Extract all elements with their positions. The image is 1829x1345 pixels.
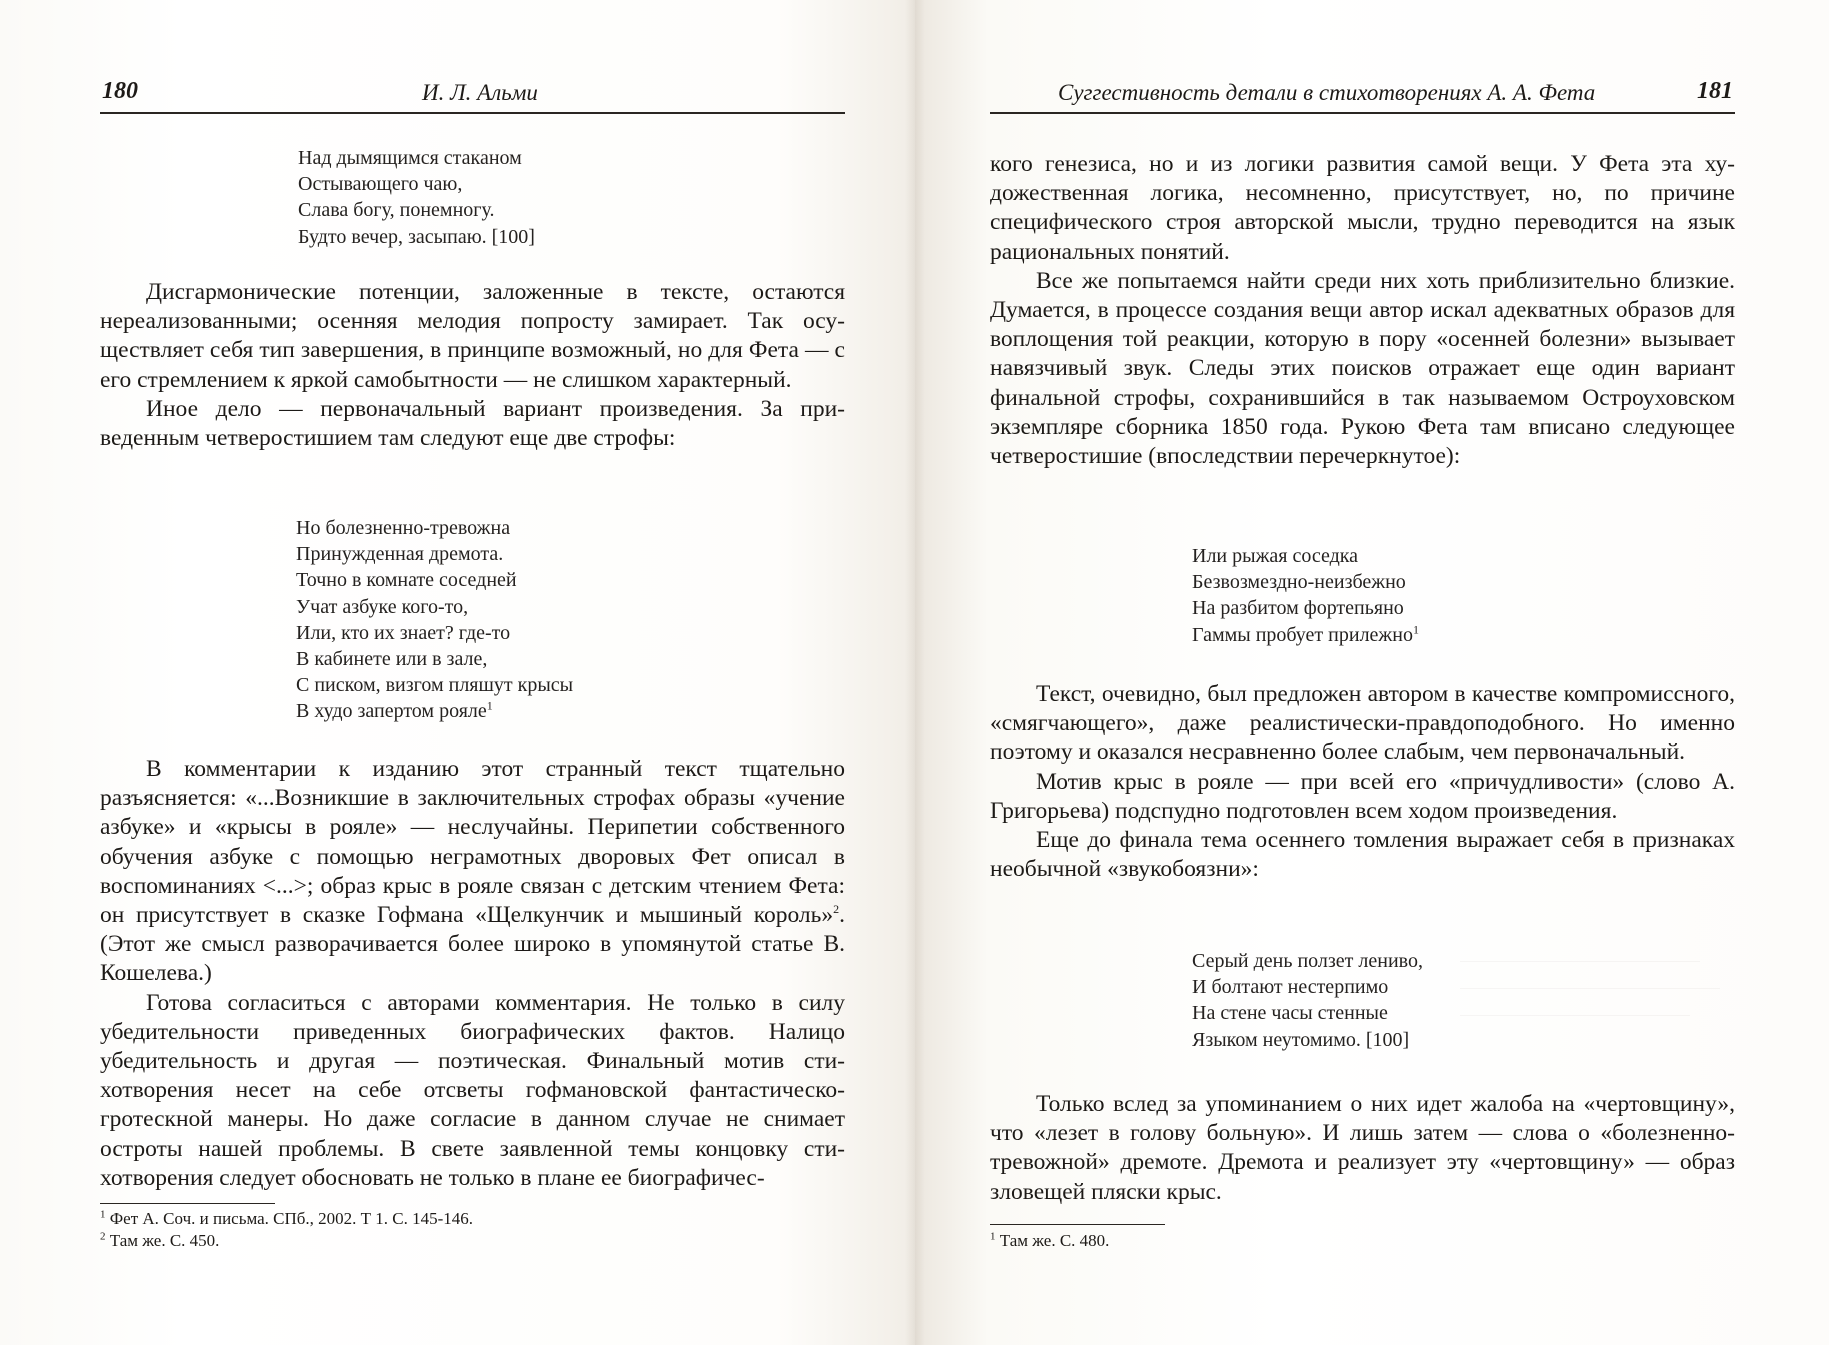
verse-line: Над дымящимся стаканом [298,147,522,169]
paragraph: кого генезиса, но и из логики развития самой вещи. У Фета эта художественная логика, несомненно, присутствует, но, по причине специфического строя авторской мысли, трудно переводится на язык рациональных понятий. [990,151,1735,265]
footnote-ref: 1 [1412,621,1419,636]
paragraph: Мотив крыс в рояле — при всей его «причудливости» (слово А. Григорьева) подспудно подготовлен всем ходом произведения. [990,768,1735,824]
verse-line: Но болезненно-тревожна [296,517,511,539]
verse-line: Будто вечер, засыпаю. [100] [298,225,535,248]
left-prose-block-2 [100,755,845,1193]
left-running-head: И. Л. Альми [422,80,538,105]
book-gutter [905,0,925,1345]
right-running-header [990,74,1735,114]
verse-line: Учат азбуке кого-то, [296,595,469,618]
verse-line [1192,622,1419,648]
right-prose-block-3 [990,1090,1735,1207]
footnote-ref: 1 [486,698,493,713]
verse-line [296,698,573,724]
footnote-ref: 2 [833,902,840,917]
paragraph: Дисгармонические потенции, заложенные в тексте, остаются нереализованными; осенняя мелодия попросту замирает. Так осуществляет себя тип завершения, в принципе возможный, но для Фета — с его стремлением к яркой самобытности — не слишком характерный. [100,279,845,393]
paragraph: Текст, очевидно, был предложен автором в качестве компромиссного, «смягчающего», даже реалистически-правдоподобного. Но именно поэтому и оказался несравненно более слабым, чем первоначальный. [990,681,1735,766]
right-footnote-rule [990,1224,1165,1225]
footnote-text: Там же. С. 480. [999,1231,1110,1250]
verse-line: Языком неутомимо. [100] [1192,1028,1410,1051]
verse-line: Слава богу, понемногу. [298,199,495,222]
left-page-number: 180 [102,78,138,104]
right-verse-2 [1192,948,1423,1053]
footnote [100,1208,473,1230]
paragraph: Иное дело — первоначальный вариант произведения. За приведенным четверостишием там следуют еще две строфы: [100,395,845,452]
verse-line: С писком, визгом пляшут крысы [296,674,574,697]
verse-line: Или, кто их знает? где-то [296,621,511,644]
left-running-header [100,74,845,114]
paragraph: Готова согласиться с авторами комментария. Не только в силу убедительности приведенных биографических фактов. Налицо убедительность и другая — поэтическая. Финальный мотив стихотворения несет на себе отсветы гофмановской фантастическо-гротескной манеры. Но даже согласие в данном случае не снимает остроты нашей проблемы. В свете заявленной темы концовку стихотворения следует обосновать не только в плане ее биографичес- [100,989,845,1191]
verse-line: Точно в комнате соседней [296,569,517,592]
verse-line: Остывающего чаю, [298,173,463,196]
paragraph: Только вслед за упоминанием о них идет жалоба на «чертовщину», что «лезет в голову больную». И лишь затем — слова о «болезненно-тревожной» дремоте. Дремота и реализует эту «чертовщину» — образ зловещей пляски крыс. [990,1091,1735,1205]
right-prose-block-1 [990,150,1735,471]
right-running-head: Суггестивность детали в стихотворениях А. А. Фета [1058,80,1596,105]
verse-line: На стене часы стенные [1192,1002,1388,1025]
footnote-text: Там же. С. 450. [109,1231,220,1250]
verse-line-text: В худо запертом рояле [296,700,487,723]
verse-line: Или рыжая соседка [1192,545,1359,567]
left-footnotes [100,1208,473,1252]
left-verse-2 [296,515,573,725]
verse-line: В кабинете или в зале, [296,648,488,671]
footnote [100,1230,473,1252]
right-verse-1 [1192,543,1419,648]
right-footnotes [990,1230,1109,1252]
verse-line: И болтают нестерпимо [1192,976,1389,999]
verse-line: Серый день ползет лениво, [1192,950,1423,972]
footnote-text: Фет А. Соч. и письма. СПб., 2002. Т 1. С. 145-146. [109,1209,474,1228]
verse-line: Принужденная дремота. [296,543,504,566]
footnote-mark: 1 [100,1208,106,1221]
paragraph-text: В комментарии к изданию этот странный текст тщательно разъясняется: «...Возникшие в заключительных строфах образы «учение азбуке» и «крысы в рояле» — неслучайны. Перипетии собственного обучения азбуке с помощью неграмотных дворовых Фет описал в воспоминаниях <...>; образ крыс в рояле связан с детским чтением Фета: он присутствует в сказке Гофмана «Щелкунчик и мышиный король» [100,756,845,929]
left-verse-1 [298,145,535,250]
paragraph-text: . (Этот же смысл разворачивается более широко в упомянутой статье В. Кошелева.) [100,902,845,987]
footnote [990,1230,1109,1252]
right-page-number: 181 [1697,78,1733,104]
paragraph: Еще до финала тема осеннего томления выражает себя в признаках необычной «звукобоязни»: [990,827,1735,883]
paragraph: Все же попытаемся найти среди них хоть приблизительно близкие. Думается, в процессе создания вещи автор искал адекватных образов для воплощения той реакции, которую в пору «осенней болезни» вызывает навязчивый звук. Следы этих поисков отражает еще один вариант финальной строфы, сохранившийся в так называемом Остроуховском экземпляре сборника 1850 года. Рукою Фета там вписано следующее четверостишие (впоследствии перечеркнутое): [990,267,1735,470]
footnote-mark: 1 [990,1230,996,1243]
verse-line-text: Гаммы пробует прилежно [1192,623,1413,646]
verse-line: На разбитом фортепьяно [1192,597,1404,620]
left-footnote-rule [100,1203,275,1204]
footnote-mark: 2 [100,1230,106,1243]
left-prose-block-1 [100,278,845,453]
paragraph [100,755,845,989]
right-prose-block-2 [990,680,1735,884]
verse-line: Безвозмездно-неизбежно [1192,571,1406,594]
